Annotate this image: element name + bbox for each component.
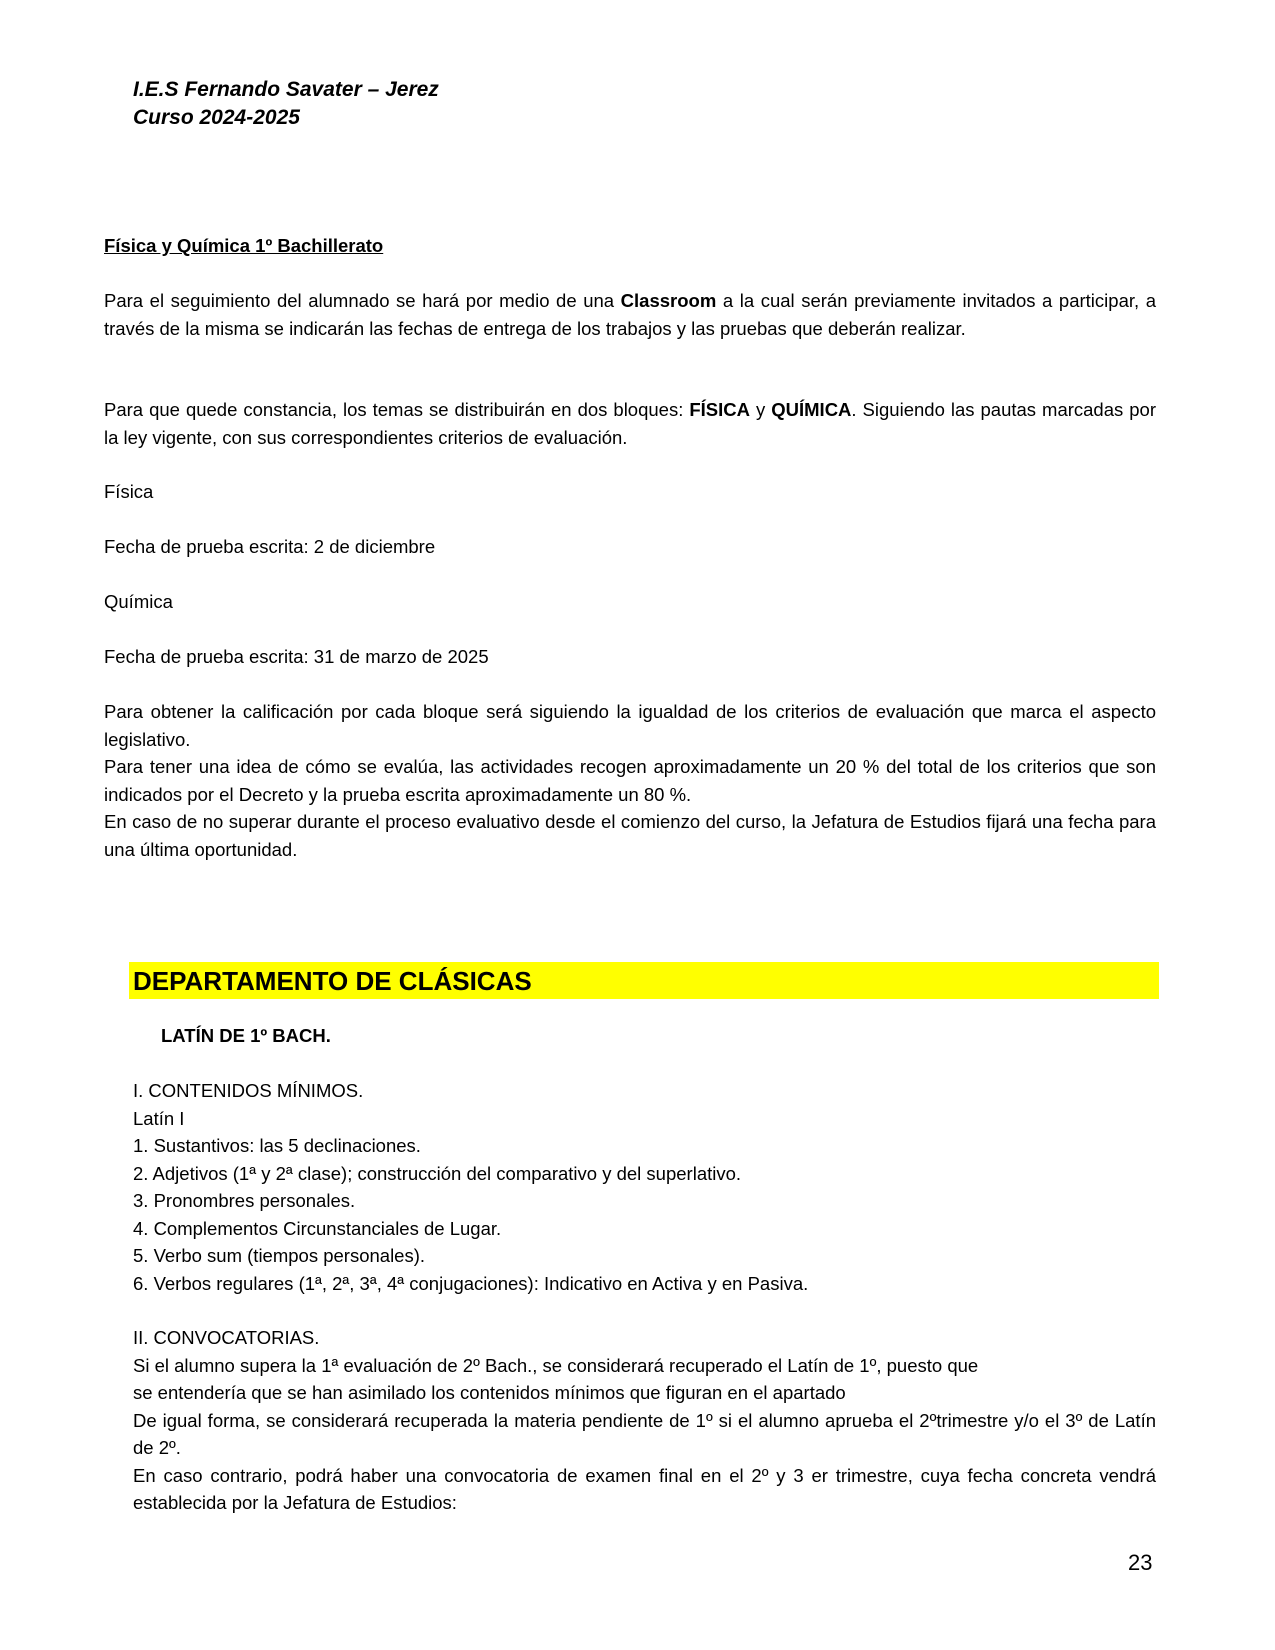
fq-p3: Para obtener la calificación por cada bloque será siguiendo la igualdad de los criterios de evaluación que marca el aspecto legislativo. [104, 701, 1156, 750]
fisica-label: Física [104, 481, 154, 502]
section-title-fq [104, 232, 1156, 260]
list-item: 3. Pronombres personales. [133, 1190, 356, 1211]
fq-paragraph-classroom [104, 287, 1156, 342]
contenidos-block [133, 1077, 1156, 1297]
fq-p4: Para tener una idea de cómo se evalúa, las actividades recogen aproximadamente un 20 % del total de los criterios que son indicados por el Decreto y la prueba escrita aproximadamente un 80 %. [104, 756, 1156, 805]
conv-line-1: Si el alumno supera la 1ª evaluación de 2º Bach., se considerará recuperado el Latín de 1º, puesto que [133, 1354, 979, 1376]
convocatorias-title: II. CONVOCATORIAS. [133, 1327, 320, 1348]
convocatorias-block [133, 1324, 1156, 1517]
document-header [133, 76, 439, 132]
fq-p2-y: y [750, 399, 772, 420]
list-item: 5. Verbo sum (tiempos personales). [133, 1245, 426, 1266]
list-item: 4. Complementos Circunstanciales de Lugar. [133, 1217, 502, 1239]
department-title: DEPARTAMENTO DE CLÁSICAS [133, 966, 532, 996]
fq-title: Física y Química 1º Bachillerato [104, 235, 384, 256]
fq-p2-fisica: FÍSICA [689, 399, 750, 420]
page-number: 23 [1128, 1550, 1153, 1575]
conv-paragraph-2: De igual forma, se considerará recuperada la materia pendiente de 1º si el alumno aprueba el 2ºtrimestre y/o el 3º de Latín de 2º. [133, 1409, 1156, 1458]
course-year: Curso 2024-2025 [133, 106, 300, 129]
school-name: I.E.S Fernando Savater – Jerez [133, 78, 439, 101]
fq-p2-text: Para que quede constancia, los temas se distribuirán en dos bloques: [104, 399, 690, 420]
list-item: 2. Adjetivos (1ª y 2ª clase); construcción del comparativo y del superlativo. [133, 1162, 742, 1184]
list-item: 6. Verbos regulares (1ª, 2ª, 3ª, 4ª conjugaciones): Indicativo en Activa y en Pasiva. [133, 1272, 809, 1294]
fq-p5: En caso de no superar durante el proceso evaluativo desde el comienzo del curso, la Jefatura de Estudios fijará una fecha para una última oportunidad. [104, 811, 1156, 860]
fq-p1-text: Para el seguimiento del alumnado se hará por medio de una [104, 290, 621, 311]
department-banner [129, 962, 1159, 999]
list-item: 1. Sustantivos: las 5 declinaciones. [133, 1135, 421, 1156]
fq-p2-quimica: QUÍMICA [771, 399, 852, 420]
fq-p1-text-end: a la cual serán previamente invitados a participar, a través de la misma se indicarán las fechas de entrega de los trabajos y las pruebas que deberán realizar. [104, 290, 1156, 339]
conv-paragraph-3: En caso contrario, podrá haber una convocatoria de examen final en el 2º y 3 er trimestre, cuya fecha concreta vendrá establecida por la Jefatura de Estudios: [133, 1464, 1156, 1513]
fisica-fecha: Fecha de prueba escrita: 2 de diciembre [104, 536, 436, 557]
fq-evaluation-block [104, 698, 1156, 863]
quimica-label: Química [104, 591, 173, 612]
contenidos-title: I. CONTENIDOS MÍNIMOS. [133, 1080, 364, 1101]
fq-p2-text-end: . Siguiendo las pautas marcadas por la ley vigente, con sus correspondientes criterios de evaluación. [104, 399, 1157, 448]
fq-paragraph-bloques [104, 396, 1156, 451]
quimica-fecha: Fecha de prueba escrita: 31 de marzo de 2025 [104, 646, 489, 667]
latin-subtitle: LATÍN DE 1º BACH. [161, 1025, 331, 1046]
latin-label: Latín I [133, 1107, 185, 1129]
conv-line-2: se entendería que se han asimilado los contenidos mínimos que figuran en el apartado [133, 1382, 846, 1403]
fq-p1-classroom: Classroom [620, 290, 717, 311]
